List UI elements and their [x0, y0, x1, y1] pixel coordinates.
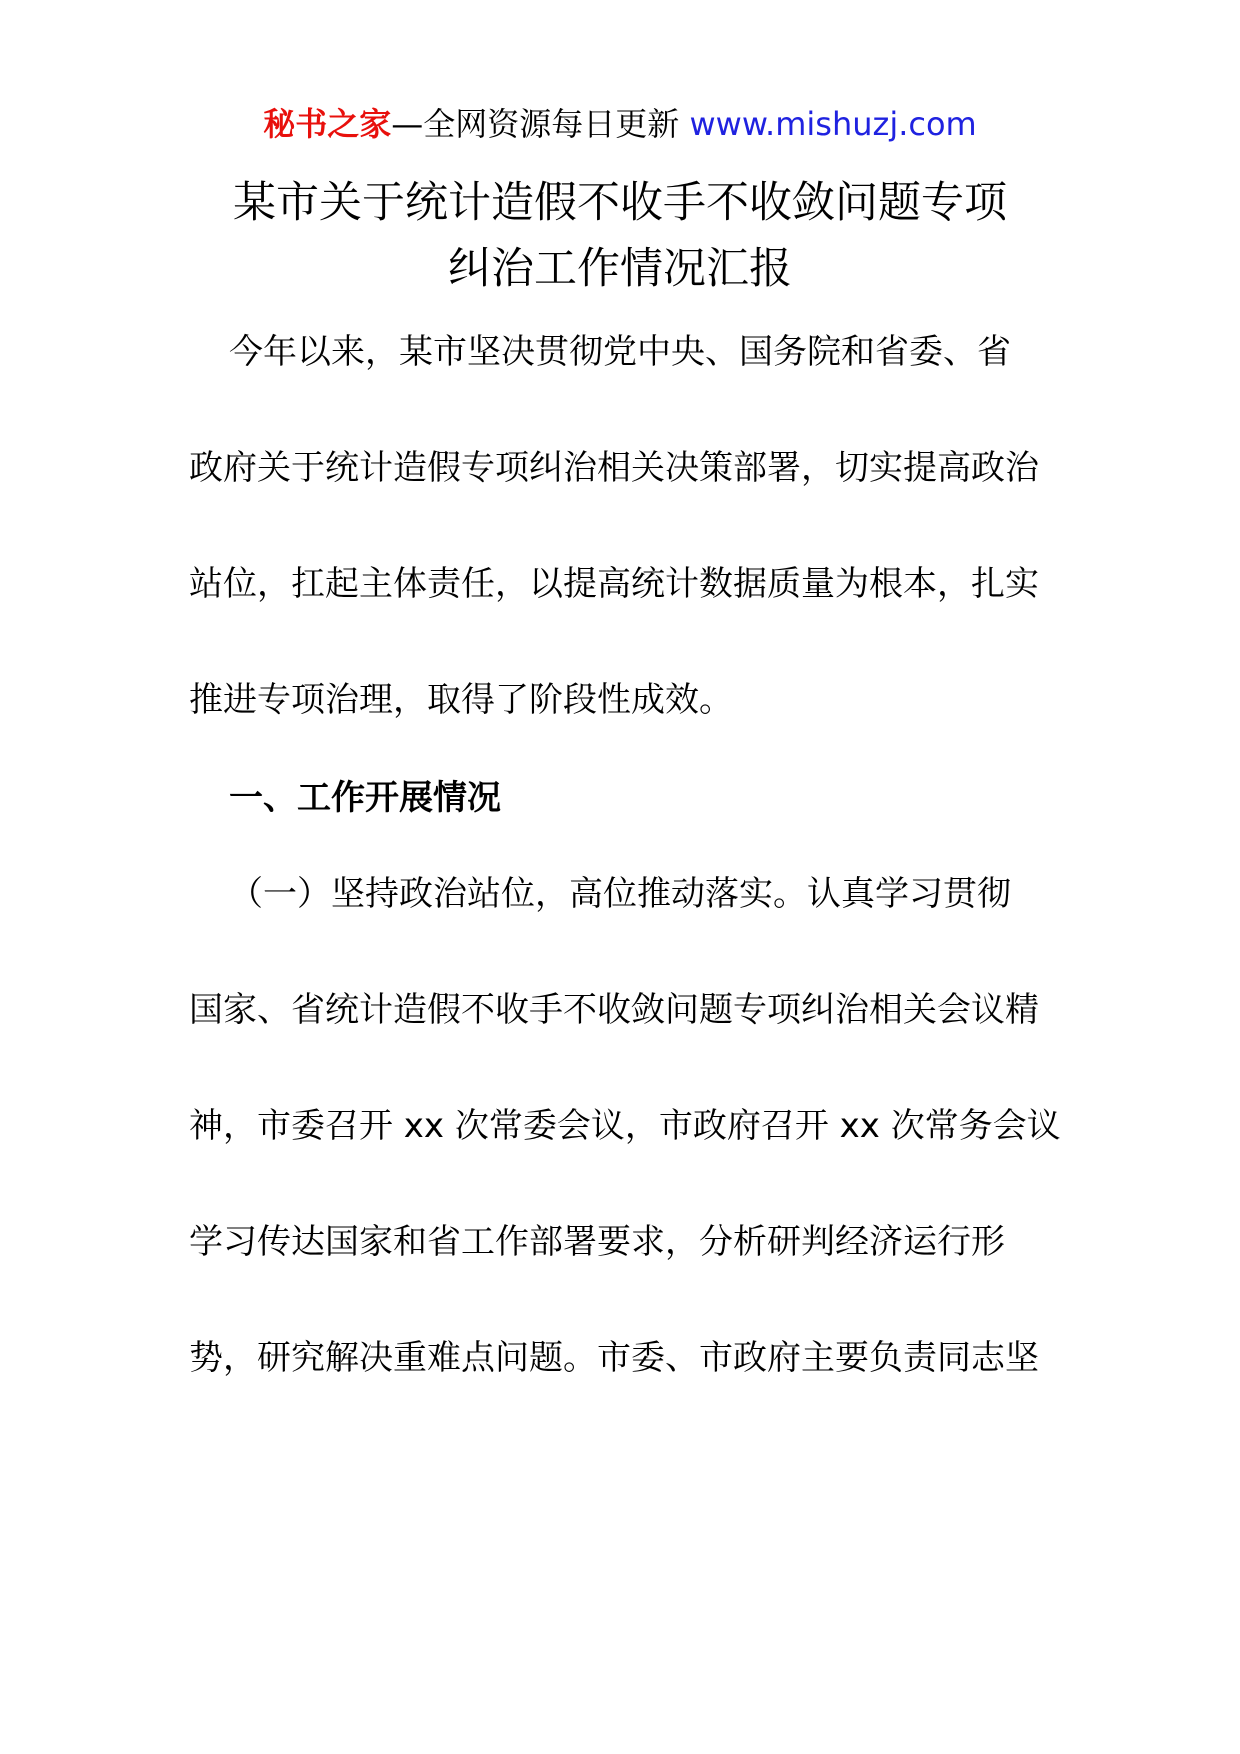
paragraph-line: 推进专项治理，取得了阶段性成效。: [189, 680, 733, 720]
section-heading: 一、工作开展情况: [229, 778, 501, 818]
paragraph-line: 势，研究解决重难点问题。市委、市政府主要负责同志坚: [189, 1338, 1039, 1378]
document-title: [0, 170, 1240, 302]
paragraph-line: 今年以来，某市坚决贯彻党中央、国务院和省委、省: [229, 332, 1011, 372]
title-line-1: 某市关于统计造假不收手不收敛问题专项: [233, 178, 1007, 228]
paragraph-line: 国家、省统计造假不收手不收敛问题专项纠治相关会议精: [189, 990, 1039, 1030]
paragraph-line: 政府关于统计造假专项纠治相关决策部署，切实提高政治: [189, 448, 1039, 488]
header-tagline: —全网资源每日更新: [391, 105, 690, 143]
paragraph-line: 神，市委召开 xx 次常委会议，市政府召开 xx 次常务会议: [189, 1106, 1061, 1146]
paragraph-line: （一）坚持政治站位，高位推动落实。认真学习贯彻: [229, 874, 1011, 914]
site-url-link[interactable]: www.mishuzj.com: [689, 105, 977, 143]
site-header: [0, 102, 1240, 146]
brand-name: 秘书之家: [263, 105, 392, 143]
paragraph-line: 站位，扛起主体责任，以提高统计数据质量为根本，扎实: [189, 564, 1039, 604]
title-line-2: 纠治工作情况汇报: [448, 244, 792, 294]
paragraph-line: 学习传达国家和省工作部署要求，分析研判经济运行形: [189, 1222, 1005, 1262]
